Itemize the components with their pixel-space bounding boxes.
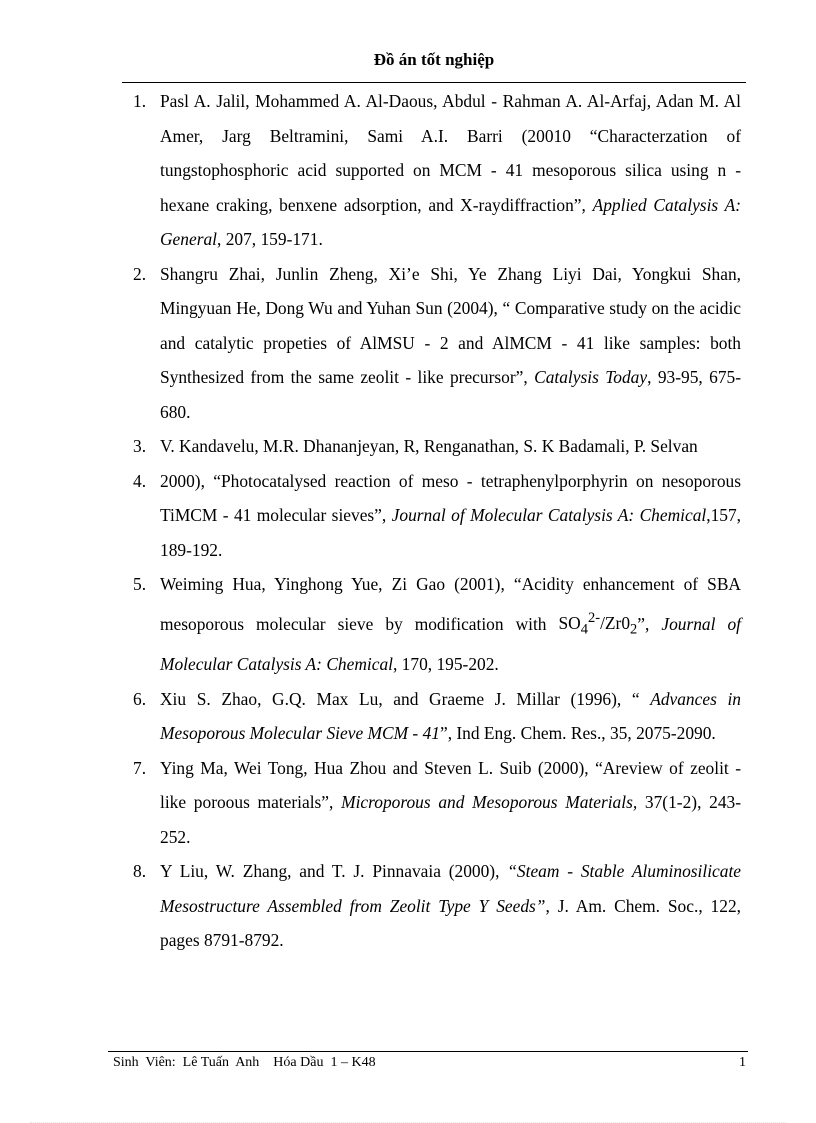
reference-number: 8.	[133, 861, 147, 882]
reference-volume-pages: ”, Ind Eng. Chem. Res., 35, 2075-2090.	[439, 723, 716, 744]
reference-text	[160, 257, 741, 430]
reference-volume-pages: , 170, 195-202.	[392, 654, 499, 675]
reference-item	[133, 429, 741, 464]
reference-authors-title: Y Liu, W. Zhang, and T. J. Pinnavaia (2000),	[160, 861, 508, 882]
reference-number: 2.	[133, 263, 147, 284]
header-rule	[122, 82, 746, 83]
formula-rest: /Zr0	[600, 613, 631, 634]
reference-journal: Journal of Molecular Catalysis A: Chemical	[391, 505, 707, 525]
reference-journal: Advances in Mesoporous Molecular Sieve MCM - 41	[160, 688, 741, 744]
reference-item	[133, 567, 741, 682]
reference-volume-pages: ,157, 189-192.	[160, 505, 741, 560]
formula-superscript: 2-	[587, 610, 601, 627]
reference-text	[160, 84, 741, 257]
reference-journal: Journal of Molecular Catalysis A: Chemical	[160, 613, 741, 675]
formula-base: SO	[558, 613, 581, 634]
reference-text	[160, 854, 741, 958]
reference-item	[133, 257, 741, 430]
reference-volume-pages: , 207, 159-171.	[217, 229, 323, 249]
reference-number: 4.	[133, 470, 147, 491]
formula-subscript: 4	[580, 621, 588, 638]
page-number: 1	[739, 1055, 746, 1070]
reference-authors-title: Weiming Hua, Yinghong Yue, Zi Gao (2001), “Acidity enhancement of SBA mesoporous molecular sieve by modification with	[160, 574, 741, 634]
chemical-formula	[558, 610, 638, 638]
reference-authors-title: Pasl A. Jalil, Mohammed A. Al-Daous, Abdul - Rahman A. Al-Arfaj, Adan M. Al Amer, Jarg Beltramini, Sami A.I. Barri (20010 “Characterzation of tungstophosphoric acid supported on MCM - 41 mesoporous silica using n - hexane craking, benxene adsorption, and X-raydiffraction”,	[160, 91, 741, 215]
reference-authors-title: Ying Ma, Wei Tong, Hua Zhou and Steven L. Suib (2000), “Areview of zeolit - like poroous materials”,	[160, 757, 741, 813]
reference-authors-title: Shangru Zhai, Junlin Zheng, Xi’e Shi, Ye Zhang Liyi Dai, Yongkui Shan, Mingyuan He, Dong Wu and Yuhan Sun (2004), “ Comparative study on the acidic and catalytic propeties of AlMSU - 2 and AlMCM - 41 like samples: both Synthesized from the same zeolit - like precursor”,	[160, 263, 741, 387]
page-header-title: Đồ án tốt nghiệp	[373, 50, 495, 69]
reference-text	[160, 567, 741, 682]
reference-quote-close: ”,	[637, 613, 662, 634]
reference-text	[160, 464, 741, 568]
footer-rule	[108, 1051, 748, 1052]
reference-item	[133, 682, 741, 751]
footer-student-info: Sinh Viên: Lê Tuấn Anh Hóa Dầu 1 – K48	[113, 1055, 376, 1070]
formula-subscript-2: 2	[630, 621, 638, 638]
reference-journal: “Steam - Stable Aluminosilicate Mesostructure Assembled from Zeolit Type Y Seeds”	[160, 861, 741, 916]
reference-volume-pages: , 93-95, 675-680.	[160, 367, 741, 422]
reference-journal: Microporous and Mesoporous Materials,	[341, 792, 638, 813]
reference-number: 5.	[133, 574, 147, 594]
reference-journal: Catalysis Today	[534, 367, 648, 387]
reference-item	[133, 854, 741, 958]
reference-item	[133, 84, 741, 257]
reference-text	[160, 429, 741, 464]
reference-item	[133, 464, 741, 568]
reference-list	[133, 84, 741, 958]
reference-text	[160, 751, 741, 855]
reference-authors-title: Xiu S. Zhao, G.Q. Max Lu, and Graeme J. Millar (1996), “	[160, 688, 651, 709]
reference-item	[133, 751, 741, 855]
reference-journal: Applied Catalysis A: General	[160, 194, 741, 249]
reference-authors-title: V. Kandavelu, M.R. Dhananjeyan, R, Renganathan, S. K Badamali, P. Selvan	[160, 436, 698, 456]
reference-number: 7.	[133, 757, 147, 778]
reference-number: 6.	[133, 688, 147, 709]
reference-number: 3.	[133, 436, 147, 456]
reference-number: 1.	[133, 91, 147, 111]
reference-volume-pages: , J. Am. Chem. Soc., 122, pages 8791-8792.	[160, 895, 741, 951]
reference-authors-title: 2000), “Photocatalysed reaction of meso - tetraphenylporphyrin on nesoporous TiMCM - 41 molecular sieves”,	[160, 470, 741, 525]
reference-volume-pages: 37(1-2), 243-252.	[160, 792, 742, 847]
reference-text	[160, 682, 741, 751]
